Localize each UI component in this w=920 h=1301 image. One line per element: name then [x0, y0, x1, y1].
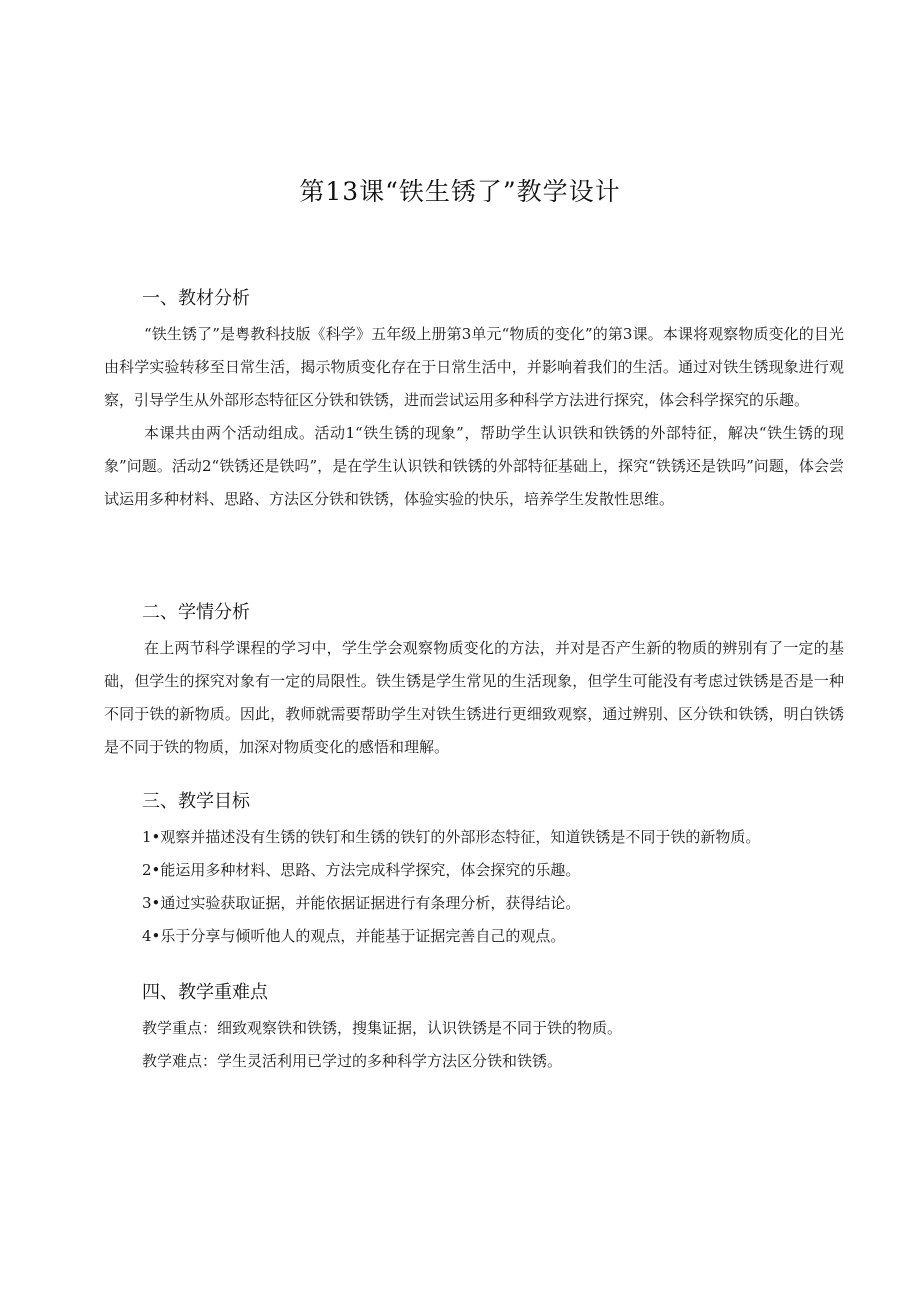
paragraph: 在上两节科学课程的学习中，学生学会观察物质变化的方法，并对是否产生新的物质的辨别有了一定的基础，但学生的探究对象有一定的局限性。铁生锈是学生常见的生活现象，但学生可能没有考虑过铁锈是否是一种不同于铁的新物质。因此，教师就需要帮助学生对铁生锈进行更细致观察，通过辨别、区分铁和铁锈，明白铁锈是不同于铁的物质，加深对物质变化的感悟和理解。 — [104, 639, 844, 756]
paragraph: 本课共由两个活动组成。活动1“铁生锈的现象”，帮助学生认识铁和铁锈的外部特征，解决“铁生锈的现象”问题。活动2“铁锈还是铁吗”，是在学生认识铁和铁锈的外部特征基础上，探究“铁锈还是铁吗”问题，体会尝试运用多种材料、思路、方法区分铁和铁锈，体验实验的快乐，培养学生发散性思维。 — [104, 424, 844, 508]
key-point-line: 教学重点：细致观察铁和铁锈，搜集证据，认识铁锈是不同于铁的物质。 — [142, 1019, 623, 1037]
goal-item: 4•乐于分享与倾听他人的观点，并能基于证据完善自己的观点。 — [142, 927, 566, 945]
paragraph: “铁生锈了”是粤教科技版《科学》五年级上册第3单元“物质的变化”的第3课。本课将观察物质变化的目光由科学实验转移至日常生活，揭示物质变化存在于日常生活中，并影响着我们的生活。通过对铁生锈现象进行观察，引导学生从外部形态特征区分铁和铁锈，进而尝试运用多种科学方法进行探究，体会科学探究的乐趣。 — [104, 325, 844, 409]
difficulty-line: 教学难点：学生灵活利用已学过的多种科学方法区分铁和铁锈。 — [142, 1052, 563, 1070]
goal-item: 2•能运用多种材料、思路、方法完成科学探究，体会探究的乐趣。 — [142, 861, 581, 879]
section-learner-analysis — [104, 600, 844, 764]
section-textbook-analysis — [104, 286, 844, 516]
goal-item: 3•通过实验获取证据，并能依据证据进行有条理分析，获得结论。 — [142, 894, 581, 912]
section-heading: 三、教学目标 — [142, 791, 250, 812]
section-key-points — [104, 980, 844, 1078]
goal-item: 1•观察并描述没有生锈的铁钉和生锈的铁钉的外部形态特征，知道铁锈是不同于铁的新物质。 — [142, 828, 761, 846]
section-teaching-goals — [104, 789, 844, 953]
section-heading: 一、教材分析 — [142, 288, 250, 309]
section-heading: 二、学情分析 — [142, 602, 250, 623]
section-heading: 四、教学重难点 — [142, 982, 268, 1003]
page-title: 第13课“铁生锈了”教学设计 — [299, 177, 621, 206]
